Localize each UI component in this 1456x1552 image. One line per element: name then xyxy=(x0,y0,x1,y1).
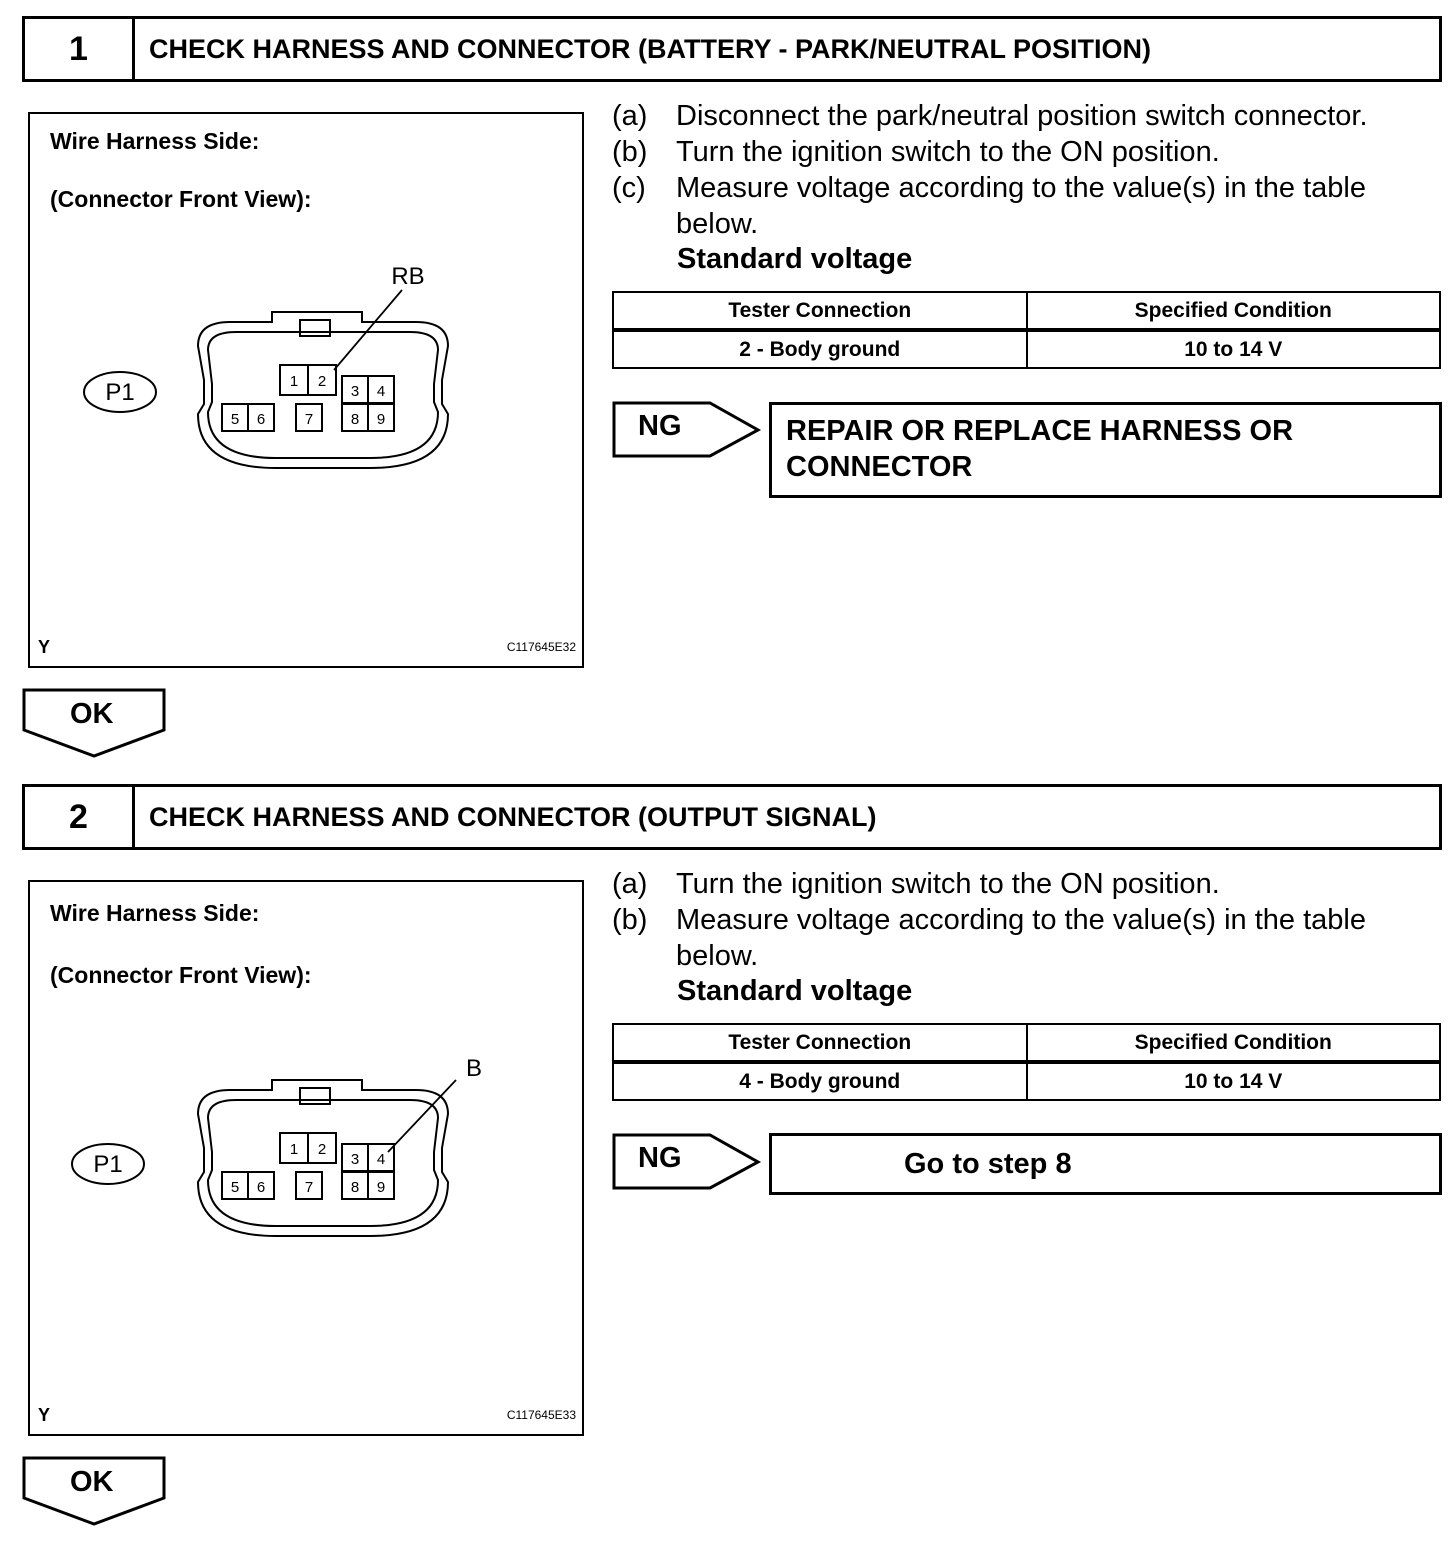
figure-corner-mark: Y xyxy=(38,637,51,657)
instruction-item xyxy=(612,98,1432,134)
pin-label: 7 xyxy=(304,411,314,428)
figure-code: C117645E32 xyxy=(506,640,576,654)
step-number: 2 xyxy=(25,787,135,847)
ok-label: OK xyxy=(70,1466,114,1498)
table-cell: 2 - Body ground xyxy=(613,330,1027,368)
pin-label: 4 xyxy=(376,383,386,400)
instruction-letter: (b) xyxy=(612,904,648,936)
instruction-letter: (b) xyxy=(612,136,648,168)
pin-label: 6 xyxy=(256,1179,266,1196)
instruction-text: Turn the ignition switch to the ON position. xyxy=(676,868,1220,900)
pin-label: 5 xyxy=(230,1179,240,1196)
pin-label: 8 xyxy=(350,1179,360,1196)
instruction-list xyxy=(612,98,1432,242)
instruction-letter: (c) xyxy=(612,172,646,204)
pin-label: 3 xyxy=(350,1151,360,1168)
table-cell: 10 to 14 V xyxy=(1027,330,1441,368)
connector-view-label: (Connector Front View): xyxy=(50,962,312,988)
ng-result-text: Go to step 8 xyxy=(904,1148,1072,1180)
instruction-text: Measure voltage according to the value(s) in the table below. xyxy=(676,904,1366,972)
pin-label: 4 xyxy=(376,1151,386,1168)
instruction-item xyxy=(612,134,1432,170)
table-row xyxy=(613,1062,1440,1100)
table-header-row xyxy=(613,1024,1440,1062)
table-row xyxy=(613,330,1440,368)
connector-figure-1 xyxy=(28,112,584,668)
pin-label: 3 xyxy=(350,383,360,400)
wire-color-label: RB xyxy=(391,263,425,290)
instruction-item xyxy=(612,902,1432,974)
instruction-letter: (a) xyxy=(612,868,648,900)
ng-arrow xyxy=(612,1133,764,1191)
table-header-cell: Tester Connection xyxy=(613,292,1027,330)
table-header-cell: Specified Condition xyxy=(1027,1024,1441,1062)
ng-result-box xyxy=(769,1133,1442,1195)
ng-result-box xyxy=(769,402,1442,498)
figure-corner-mark: Y xyxy=(38,1405,51,1425)
table-header-cell: Tester Connection xyxy=(613,1024,1027,1062)
standard-voltage-label: Standard voltage xyxy=(677,975,913,1007)
pin-label: 6 xyxy=(256,411,266,428)
wire-harness-label: Wire Harness Side: xyxy=(50,900,260,926)
connector-diagram xyxy=(30,114,586,670)
pin-label: 2 xyxy=(317,373,327,390)
table-cell: 4 - Body ground xyxy=(613,1062,1027,1100)
step-number: 1 xyxy=(25,19,135,79)
pin-label: 9 xyxy=(376,411,386,428)
pin-label: 1 xyxy=(289,1141,299,1158)
instruction-list xyxy=(612,866,1432,974)
step-2-header xyxy=(22,784,1442,850)
pin-label: 7 xyxy=(304,1179,314,1196)
instruction-text: Disconnect the park/neutral position switch connector. xyxy=(676,100,1368,132)
table-header-cell: Specified Condition xyxy=(1027,292,1441,330)
ng-arrow xyxy=(612,401,764,459)
connector-view-label: (Connector Front View): xyxy=(50,186,312,212)
standard-voltage-label: Standard voltage xyxy=(677,243,913,275)
ng-label: NG xyxy=(638,1142,682,1174)
connector-tag: P1 xyxy=(105,379,135,406)
wire-color-label: B xyxy=(465,1055,483,1082)
instruction-text: Measure voltage according to the value(s) in the table below. xyxy=(676,172,1366,240)
instruction-letter: (a) xyxy=(612,100,648,132)
spec-table xyxy=(612,1023,1441,1101)
step-title: CHECK HARNESS AND CONNECTOR (BATTERY - PARK/NEUTRAL POSITION) xyxy=(149,34,1152,64)
connector-figure-2 xyxy=(28,880,584,1436)
pin-label: 8 xyxy=(350,411,360,428)
pin-label: 2 xyxy=(317,1141,327,1158)
figure-code: C117645E33 xyxy=(506,1408,576,1422)
connector-tag: P1 xyxy=(93,1151,123,1178)
step-1-header xyxy=(22,16,1442,82)
pin-label: 9 xyxy=(376,1179,386,1196)
spec-table xyxy=(612,291,1441,369)
instruction-item xyxy=(612,170,1432,242)
wire-harness-label: Wire Harness Side: xyxy=(50,128,260,154)
instruction-text: Turn the ignition switch to the ON position. xyxy=(676,136,1220,168)
ng-result-text: REPAIR OR REPLACE HARNESS OR CONNECTOR xyxy=(786,415,1294,483)
pin-label: 5 xyxy=(230,411,240,428)
pin-label: 1 xyxy=(289,373,299,390)
instruction-item xyxy=(612,866,1432,902)
ng-label: NG xyxy=(638,410,682,442)
step-title: CHECK HARNESS AND CONNECTOR (OUTPUT SIGNAL) xyxy=(149,802,877,832)
ok-label: OK xyxy=(70,698,114,730)
table-cell: 10 to 14 V xyxy=(1027,1062,1441,1100)
connector-diagram xyxy=(30,882,586,1438)
table-header-row xyxy=(613,292,1440,330)
